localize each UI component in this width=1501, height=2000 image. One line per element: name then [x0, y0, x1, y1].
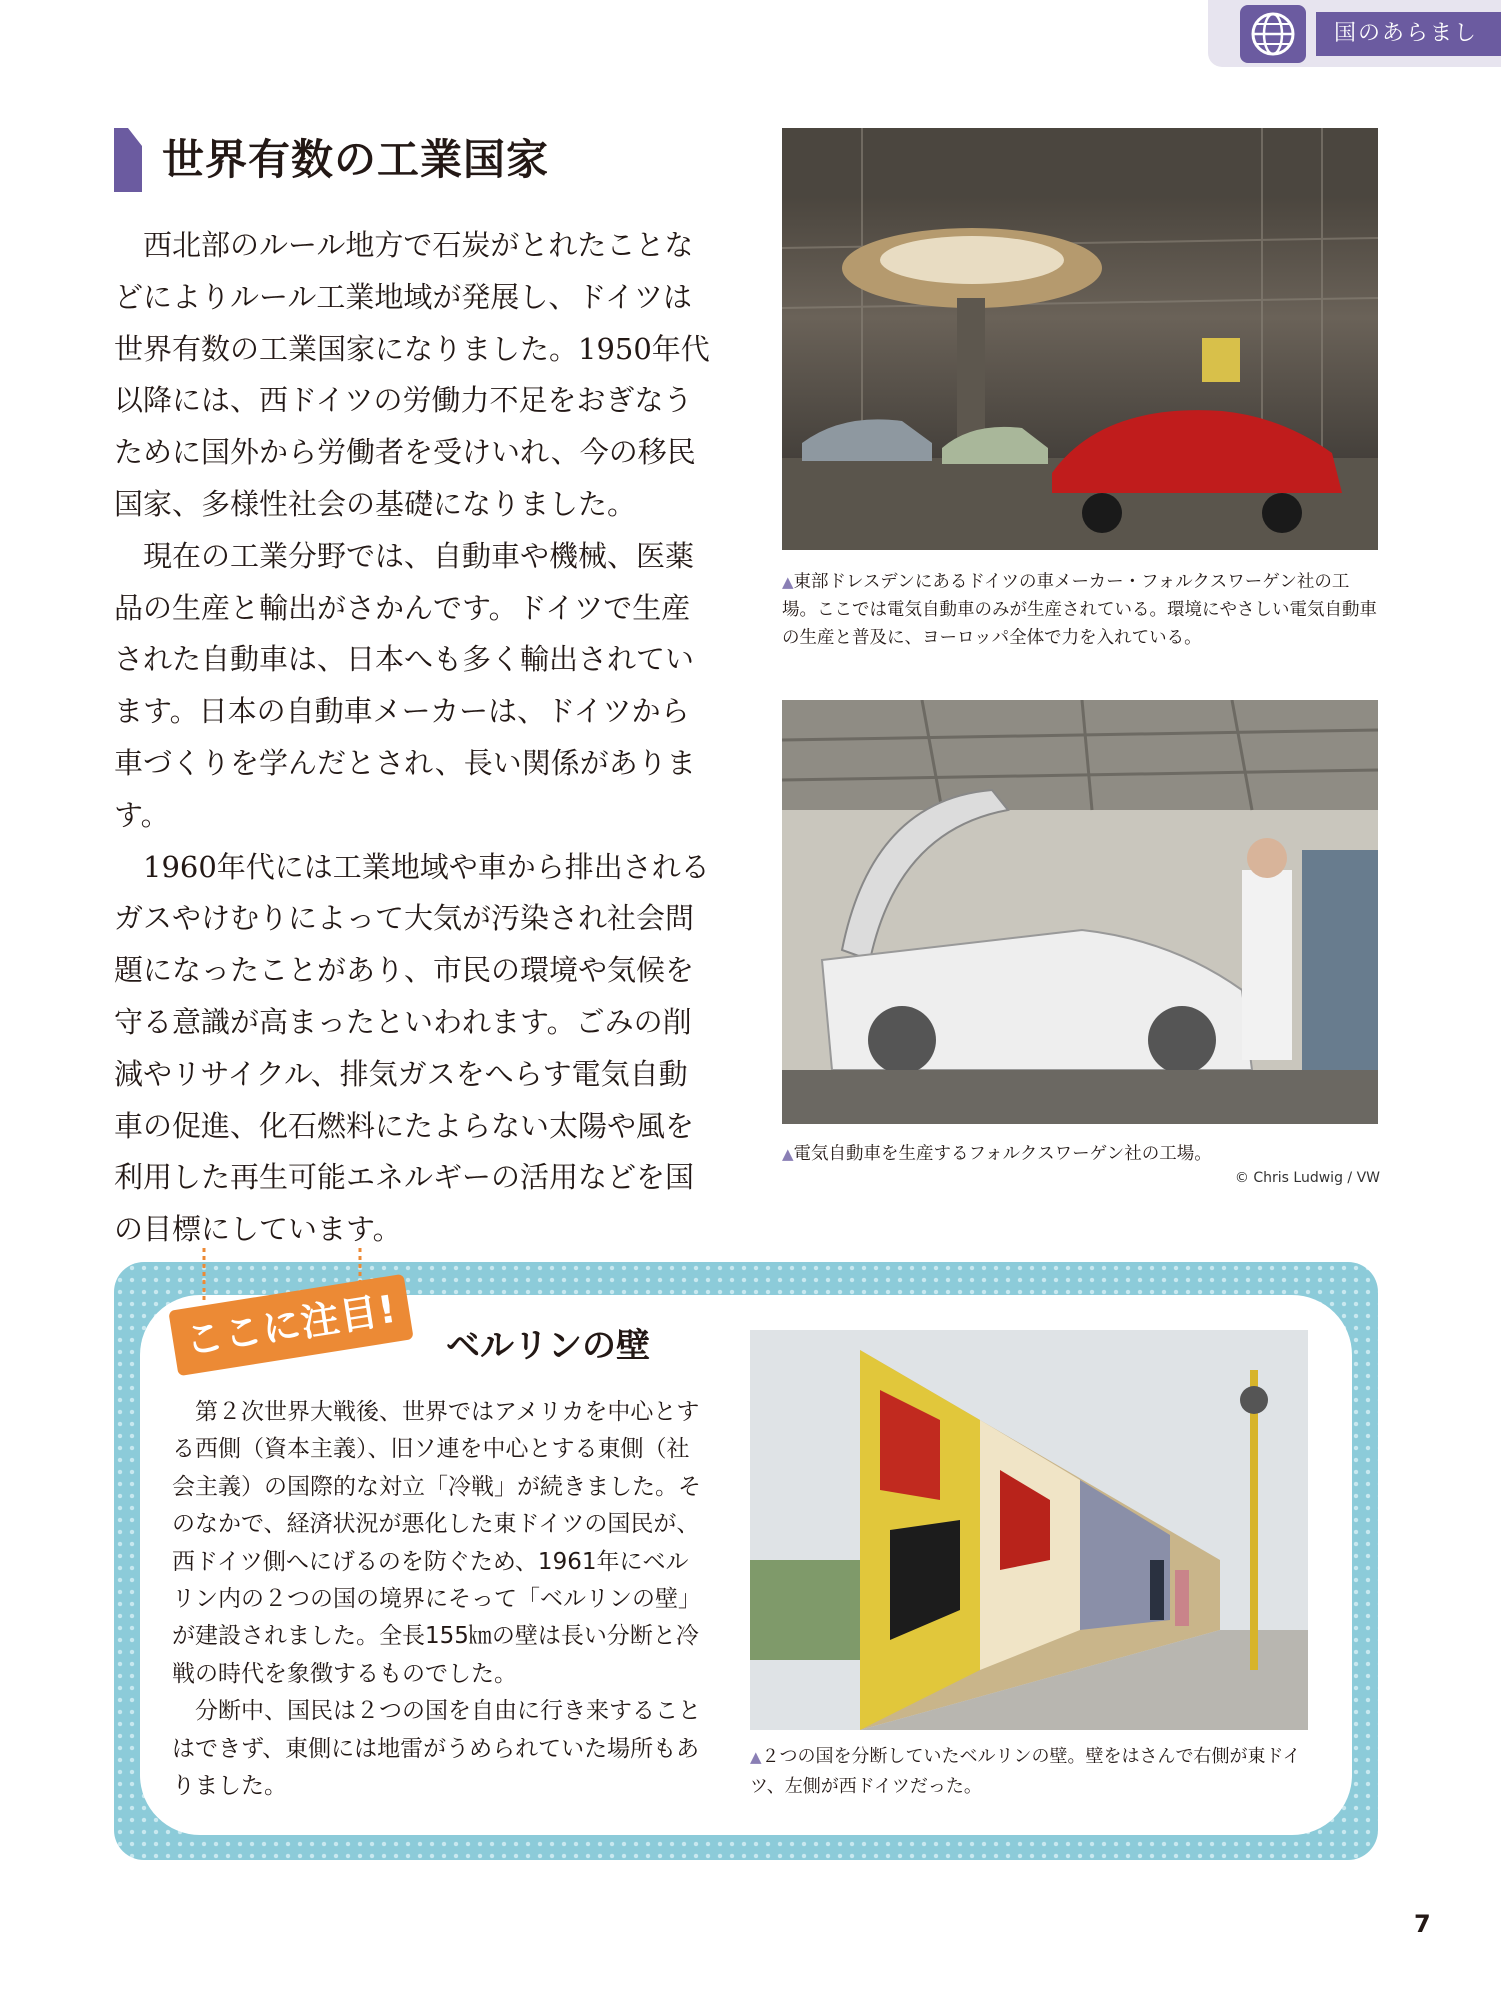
body-paragraph: 西北部のルール地方で石炭がとれたことなどによりルール工業地域が発展し、ドイツは世界有数の工業国家になりました。1950年代以降には、西ドイツの労働力不足をおぎなうために国外から労働者を受けいれ、今の移民国家、多様性社会の基礎になりました。 — [114, 228, 710, 521]
caption-text: 東部ドレスデンにあるドイツの車メーカー・フォルクスワーゲン社の工場。ここでは電気自動車のみが生産されている。環境にやさしい電気自動車の生産と普及に、ヨーロッパ全体で力を入れている。 — [782, 572, 1377, 648]
attention-body — [172, 1394, 710, 1805]
attention-title: ベルリンの壁 — [446, 1326, 650, 1366]
chapter-label: 国のあらまし — [1334, 21, 1479, 46]
section-title: 世界有数の工業国家 — [162, 135, 550, 184]
assembly-line-photo — [782, 700, 1378, 1124]
globe-icon — [1240, 5, 1306, 63]
berlin-wall-caption — [750, 1742, 1320, 1802]
triangle-icon: ▲ — [782, 573, 794, 591]
chapter-tab — [1208, 0, 1501, 67]
attention-paragraph: 第２次世界大戦後、世界ではアメリカを中心とする西側（資本主義）、旧ソ連を中心とする東側（社会主義）の国際的な対立「冷戦」が続きました。そのなかで、経済状況が悪化した東ドイツの国民が、西ドイツ側へにげるのを防ぐため、1961年にベルリン内の２つの国の境界にそって「ベルリンの壁」が建設されました。全長155㎞の壁は長い分断と冷戦の時代を象徴するものでした。 — [172, 1399, 701, 1687]
caption-text: ２つの国を分断していたベルリンの壁。壁をはさんで右側が東ドイツ、左側が西ドイツだった。 — [750, 1746, 1301, 1797]
body-paragraph: 現在の工業分野では、自動車や機械、医薬品の生産と輸出がさかんです。ドイツで生産された自動車は、日本へも多く輸出されています。日本の自動車メーカーは、ドイツから車づくりを学んだとされ、長い関係があります。 — [114, 538, 696, 832]
berlin-wall-photo — [750, 1330, 1308, 1730]
page-number: 7 — [1414, 1910, 1431, 1938]
body-paragraph: 1960年代には工業地域や車から排出されるガスやけむりによって大気が汚染され社会問題になったことがあり、市民の環境や気候を守る意識が高まったといわれます。ごみの削減やリサイクル、排気ガスをへらす電気自動車の促進、化石燃料にたよらない太陽や風を利用した再生可能エネルギーの活用などを国の目標にしています。 — [114, 849, 710, 1247]
heading-marker — [114, 128, 142, 192]
caption-text: 電気自動車を生産するフォルクスワーゲン社の工場。 — [793, 1144, 1212, 1164]
triangle-icon: ▲ — [782, 1145, 794, 1163]
assembly-line-caption — [782, 1140, 1382, 1168]
factory-showroom-photo — [782, 128, 1378, 550]
triangle-icon: ▲ — [750, 1748, 762, 1766]
photo-credit: © Chris Ludwig / VW — [1234, 1170, 1380, 1186]
factory-showroom-caption — [782, 568, 1382, 652]
attention-paragraph: 分断中、国民は２つの国を自由に行き来することはできず、東側には地雷がうめられていた場所もありました。 — [172, 1698, 701, 1800]
section-body — [114, 220, 714, 1256]
attention-badge: ここに注目! — [168, 1274, 413, 1376]
